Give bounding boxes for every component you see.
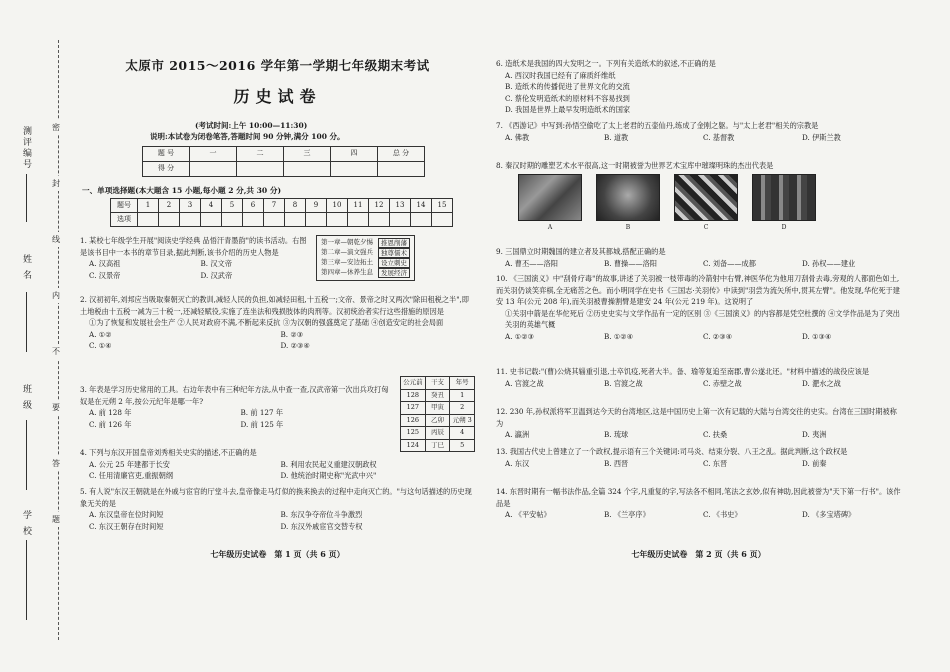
option: A. 瀛洲 [505,430,530,439]
year-cell: 5 [450,439,475,452]
answer-cell[interactable] [285,213,306,227]
option: A. ①② [89,329,112,339]
option: C. 东汉王朝存在时间短 [89,521,164,531]
question-9 [496,246,901,269]
exam-time: (考试时间:上午 10:00—11:30) [195,121,308,130]
seal-char: 封 [52,176,60,191]
options [80,407,392,419]
option: D. 夷洲 [802,430,827,439]
question-stem: 10. 《三国演义》中"刮骨疗毒"的故事,讲述了关羽被一枝带毒的冷箭射中右臂,神医华佗为他用刀刮骨去毒,旁观的人都面色如土,而关羽仍谈笑弈棋,全无痛苦之色。而小明同学在史书《三国志·关羽传》中读到"羽尝为流矢所中,贯其左臂"。他发现,华佗死于建安 13 年(公元 208 年),而关羽被曹操割臂是建安 24 年(公元 219 年)。这说明了 [496,274,900,306]
question-10 [496,273,901,342]
answer-cell[interactable] [432,213,453,227]
answer-number: 7 [264,199,285,213]
chapter-tag: 发展经济 [378,268,410,278]
options [80,419,392,431]
question-4 [80,447,472,482]
question-stem: 11. 史书记载:"(曹)公烧其辎重引退,士卒饥疫,死者大半。备、瑜等复追至南郡,曹公遂北还。"材料中描述的战役应该是 [496,367,870,376]
chapter-tag: 推恩削藩 [378,238,410,248]
score-cell[interactable] [284,162,331,177]
image-label: B [625,223,631,231]
chapter-title: 第三章—安边拓土 [321,258,373,266]
option: D. 前秦 [802,458,827,468]
question-12 [496,406,901,441]
question-6 [496,58,901,116]
sculpture-photo-c [674,174,738,221]
option: B. 道教 [604,132,629,142]
answer-cell[interactable] [138,213,159,227]
option: A. 东汉 [505,458,530,468]
year-cell: 4 [450,427,475,440]
option: B. 前 127 年 [240,408,284,417]
options [496,258,901,270]
options [80,329,472,341]
options [496,509,901,521]
chapter-title: 第四章—休养生息 [321,268,373,276]
options [80,340,472,352]
year-cell: 124 [401,439,426,452]
option: D. ②③④ [280,341,310,350]
option: B. 琉球 [604,430,629,439]
option: C. ①④ [89,341,112,350]
question-stem: 12. 230 年,孙权派将军卫温到达今天的台湾地区,这是中国历史上第一次有记载的大陆与台湾交往的史实。台湾在三国时期被称为 [496,407,897,428]
option: A. 官渡之战 [505,378,544,388]
seal-char: 内 [52,288,60,303]
seal-char: 要 [52,400,60,415]
question-stem: 7. 《西游记》中写到:孙悟空偷吃了太上老君的五壶仙丹,练成了金刚之躯。与"太上老君"相关的宗教是 [496,121,819,130]
options [80,258,312,270]
option: C. 前 126 年 [89,419,132,429]
options [496,429,901,441]
year-table-header: 年号 [450,377,475,390]
options [80,270,312,282]
year-table-header: 公元前 [401,377,426,390]
option: A. 《平安帖》 [505,510,551,519]
option: B. 《兰亭序》 [604,510,650,519]
option: C. 赤壁之战 [703,378,742,388]
score-cell[interactable] [331,162,378,177]
answer-cell[interactable] [201,213,222,227]
name-line [26,292,27,352]
option: D. 东汉外戚宦官交替专权 [280,521,363,531]
page-footer: 七年级历史试卷 第 2 页（共 6 页） [631,549,766,559]
option: B. 曹操——洛阳 [604,258,657,268]
option: B. 西晋 [604,458,629,468]
exam-number-label: 测评编号 [21,126,31,170]
option: A. 公元 25 年建都于长安 [89,459,170,469]
option: C. 蔡伦发明造纸术的原材料不容易找到 [505,93,630,103]
answer-cell[interactable] [180,213,201,227]
option: D. 《多宝塔碑》 [802,510,856,519]
seal-char: 线 [52,232,60,247]
year-cell: 元朔 3 [450,414,475,427]
option: B. 汉文帝 [200,259,232,268]
year-cell: 癸丑 [425,389,450,402]
options [496,458,901,470]
question-stem: 1. 某校七年级学生开展"阅读史学经典 品悟汗青墨韵"的读书活动。右图是该书目中一本书的章节目录,据此判断,该书介绍的历史人物是 [80,236,307,257]
score-header: 题 号 [143,147,190,162]
option: B. 利用农民起义重建汉朝政权 [280,459,377,469]
option: D. ①③④ [802,331,832,341]
chapter-tag: 独尊儒术 [378,248,410,258]
options [80,509,472,521]
image-label: C [703,223,709,231]
option: C. 刘备——成都 [703,258,756,268]
answer-number: 5 [222,199,243,213]
binding-margin [0,0,72,672]
option: D. 孙权——建业 [802,258,856,268]
answer-cell[interactable] [390,213,411,227]
exam-number-line [26,174,27,222]
answer-row-label: 选项 [111,213,138,227]
options [80,521,472,533]
year-cell: 125 [401,427,426,440]
year-cell: 127 [401,402,426,415]
option: B. 官渡之战 [604,378,643,388]
question-stem: 9. 三国鼎立时期魏国的建立者及其都城,搭配正确的是 [496,247,666,256]
options [496,331,901,343]
chapter-title: 第二章—演文强兵 [321,248,373,256]
question-stem: 6. 造纸术是我国的四大发明之一。下列有关造纸术的叙述,不正确的是 [496,59,716,68]
option: C. 基督教 [703,132,735,142]
answer-cell[interactable] [348,213,369,227]
answer-number: 12 [369,199,390,213]
question-items: ①关羽中箭是在华佗死后 ②历史史实与文学作品有一定的区别 ③《三国演义》的内容都是凭空杜撰的 ④文学作品是为了突出关羽的英雄气概 [505,308,900,329]
question-11 [496,366,901,389]
option: A. 东汉皇帝在位时间短 [89,510,164,519]
seal-char: 不 [52,344,60,359]
score-cell[interactable] [190,162,237,177]
answer-cell[interactable] [411,213,432,227]
question-items: ①为了恢复和发展社会生产 ②人民对政府不满,不断起来反抗 ③为汉朝的强盛奠定了基础 ④创造安定的社会局面 [89,318,444,327]
page-2 [496,0,901,672]
answer-number: 11 [348,199,369,213]
image-option-a [518,174,582,234]
score-header: 三 [284,147,331,162]
question-stem: 14. 东晋时期有一幅书法作品,全篇 324 个字,凡重复的字,写法各不相同,笔法之玄妙,似有神助,因此被誉为"天下第一行书"。该作品是 [496,487,901,508]
year-cell: 126 [401,414,426,427]
image-option-d [752,174,816,234]
answer-cell[interactable] [306,213,327,227]
image-option-b [596,174,660,234]
year-cell: 丙辰 [425,427,450,440]
question-7 [496,120,901,143]
option: B. 造纸术的传播促进了世界文化的交流 [505,82,630,91]
sculpture-photo-b [596,174,660,221]
subject-title: 历史试卷 [233,87,322,106]
options [80,459,472,471]
score-cell[interactable] [378,162,425,177]
year-table [400,376,475,452]
option: D. 前 125 年 [240,419,284,429]
question-stem: 2. 汉初初年,刘邦应当吸取秦朝灭亡的教训,减轻人民的负担,如减轻田租,十五税一;文帝、景帝之时又两次"除田租税之半",即土地税由十五税一减为三十税一,还减轻赋役,实施了连坐法和残损肢体的肉刑等。汉初统治者实行这些措施的原因是 [80,295,469,316]
question-5 [80,486,472,532]
sculpture-images [496,174,901,234]
option: B. ①②④ [604,331,634,341]
seal-char: 题 [52,512,60,527]
answer-number: 1 [138,199,159,213]
score-row-label: 得 分 [143,162,190,177]
option: D. 淝水之战 [802,378,841,388]
option: D. 我国是世界上最早发明造纸术的国家 [505,105,631,114]
question-13 [496,446,901,469]
sculpture-photo-a [518,174,582,221]
question-8 [496,160,901,235]
year-cell: 乙卯 [425,414,450,427]
options [80,470,472,482]
score-header: 二 [237,147,284,162]
school-line [26,540,27,620]
score-cell[interactable] [237,162,284,177]
option: A. 前 128 年 [89,408,132,417]
answer-row-label: 题号 [111,199,138,213]
class-line [26,420,27,490]
option: C. 东晋 [703,458,728,468]
option: A. ①②③ [505,331,535,341]
page-1 [80,0,475,672]
answer-number: 9 [306,199,327,213]
answer-number: 10 [327,199,348,213]
question-3 [80,384,392,430]
answer-cell[interactable] [159,213,180,227]
answer-number: 6 [243,199,264,213]
image-label: A [547,223,553,231]
section-heading: 一、单项选择题(本大题含 15 小题,每小题 2 分,共 30 分) [82,186,282,195]
question-14 [496,486,901,521]
question-1 [80,235,312,281]
sculpture-photo-d [752,174,816,221]
option: B. 东汉争夺帝位斗争激烈 [280,510,363,519]
answer-number: 13 [390,199,411,213]
score-header: 总 分 [378,147,425,162]
exam-title: 太原市 2015～2016 学年第一学期七年级期末考试 [125,58,430,73]
option: B. ②③ [280,329,304,339]
page-footer: 七年级历史试卷 第 1 页（共 6 页） [210,549,345,559]
answer-number: 15 [432,199,453,213]
option: C. 任用清廉官吏,重振朝纲 [89,471,173,480]
option: D. 汉武帝 [200,270,233,280]
answer-cell[interactable] [243,213,264,227]
answer-cell[interactable] [264,213,285,227]
score-table [142,146,425,177]
question-stem: 4. 下列与东汉开国皇帝刘秀相关史实的描述,不正确的是 [80,448,257,457]
school-label: 学 校 [21,510,31,537]
question-stem: 13. 我国古代史上曾建立了一个政权,提示语有三个关键词:司马炎、结束分裂、八王之乱。据此判断,这个政权是 [496,447,848,456]
year-cell: 1 [450,389,475,402]
name-label: 姓 名 [21,254,31,281]
exam-instructions: 说明:本试卷为闭卷笔答,答题时间 90 分钟,满分 100 分。 [150,132,345,141]
option: D. 他统治时期史称"光武中兴" [280,471,377,480]
option: A. 曹丕——洛阳 [505,258,558,268]
options [496,378,901,390]
answer-number: 4 [201,199,222,213]
year-cell: 甲寅 [425,402,450,415]
answer-cell[interactable] [222,213,243,227]
answer-cell[interactable] [327,213,348,227]
option: A. 西汉时我国已经有了麻质纤维纸 [505,70,616,80]
option: C. 扶桑 [703,430,728,439]
year-cell: 丁巳 [425,439,450,452]
seal-char: 密 [52,120,60,135]
options [496,132,901,144]
class-label: 班 级 [21,384,31,411]
year-table-header: 干支 [425,377,450,390]
question-stem: 8. 秦汉时期的雕塑艺术水平很高,这一时期被誉为世界艺术宝库中璀璨明珠的杰出代表是 [496,161,774,170]
answer-cell[interactable] [369,213,390,227]
score-header: 一 [190,147,237,162]
option: C. 汉景帝 [89,270,121,280]
answer-table [110,198,453,227]
question-stem: 3. 年表是学习历史常用的工具。右边年表中有三种纪年方法,从中查一查,汉武帝第一次出兵攻打匈奴是在元朔 2 年,按公元纪年是哪一年? [80,385,389,406]
option: C. 《书史》 [703,510,742,519]
image-label: D [781,223,787,231]
option: A. 汉高祖 [89,259,121,268]
answer-number: 14 [411,199,432,213]
book-contents-box [316,235,415,281]
chapter-title: 第一章—朝乾夕惕 [321,238,373,246]
score-header: 四 [331,147,378,162]
chapter-tag: 设立刺史 [378,258,410,268]
question-2 [80,294,472,352]
option: C. ②③④ [703,331,733,341]
option: D. 伊斯兰教 [802,132,841,142]
answer-number: 8 [285,199,306,213]
year-cell: 2 [450,402,475,415]
answer-number: 3 [180,199,201,213]
image-option-c [674,174,738,234]
option: A. 佛教 [505,132,530,142]
question-stem: 5. 有人说"东汉王朝就是在外戚与宦官的厅堂斗去,皇帝像走马灯似的换来换去的过程中走向灭亡的。"与这句话描述的历史现象无关的是 [80,487,472,508]
seal-char: 答 [52,456,60,471]
year-cell: 128 [401,389,426,402]
answer-number: 2 [159,199,180,213]
